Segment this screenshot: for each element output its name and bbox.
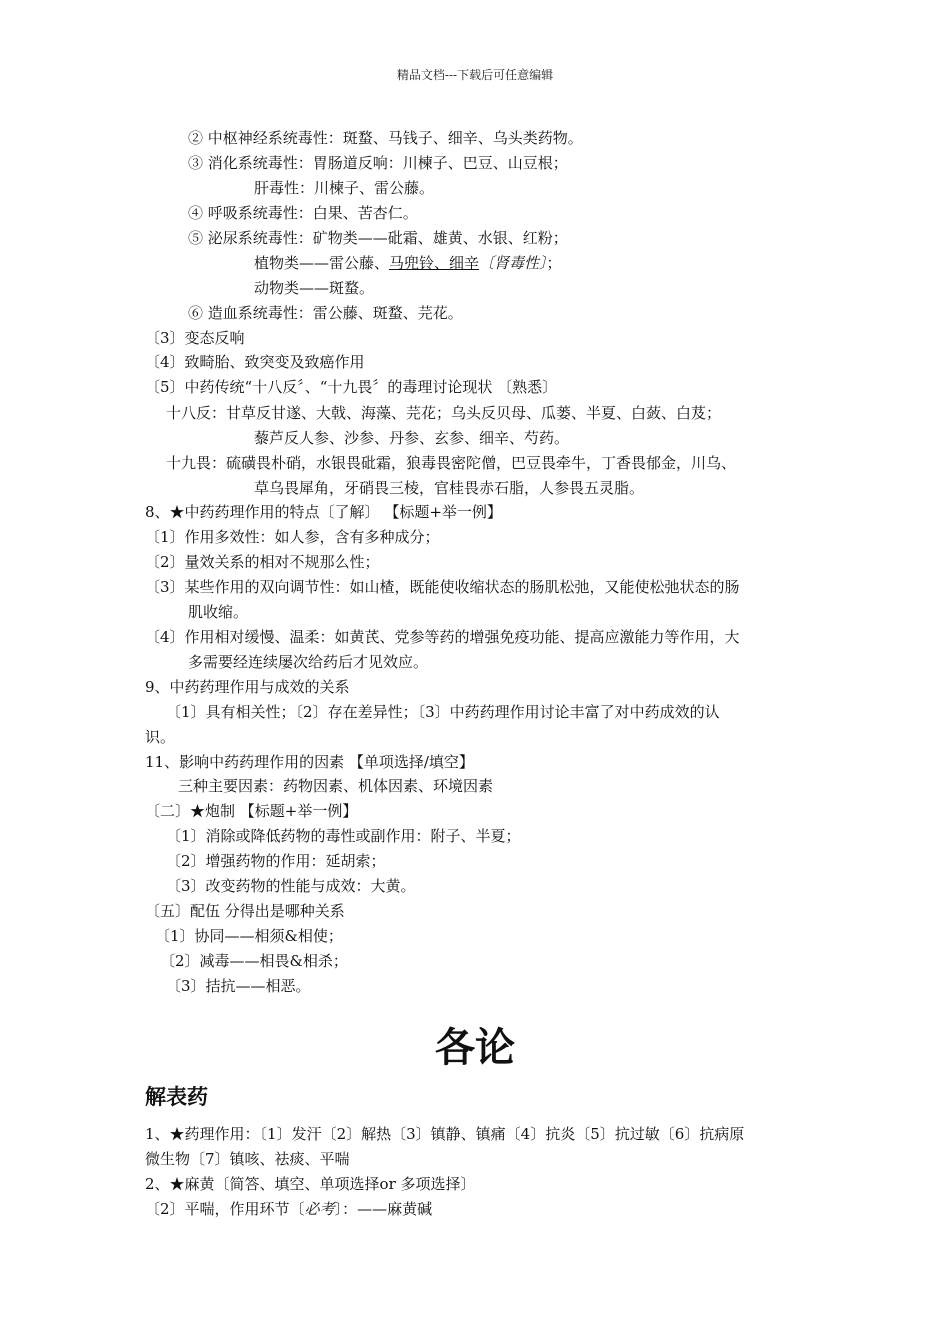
text-line: 草乌畏犀角，牙硝畏三棱，官桂畏赤石脂，人参畏五灵脂。 (254, 479, 645, 497)
text-line: 〔1〕协同——相须&相使； (155, 927, 343, 945)
italic-note: 必考 (304, 1200, 335, 1218)
text-segment: ； (546, 254, 562, 272)
text-line: 〔3〕改变药物的性能与成效：大黄。 (166, 877, 416, 895)
italic-note: 〔肾毒性〕 (479, 254, 547, 272)
text-line: 9、中药药理作用与成效的关系 (145, 678, 350, 696)
text-line: 〔二〕★炮制 【标题+举一例】 (145, 802, 358, 820)
text-segment: 〔2〕平喘，作用环节〔 (145, 1200, 305, 1218)
text-line: 1、★药理作用：〔1〕发汗〔2〕解热〔3〕镇静、镇痛〔4〕抗炎〔5〕抗过敏〔6〕抗病原 (145, 1125, 745, 1143)
text-line: 十九畏：硫磺畏朴硝，水银畏砒霜，狼毒畏密陀僧，巴豆畏牵牛，丁香畏郁金，川乌、 (166, 454, 737, 472)
text-line: 2、★麻黄〔简答、填空、单项选择or 多项选择〕 (145, 1175, 476, 1193)
text-line: 识。 (145, 728, 176, 746)
text-line: 微生物〔7〕镇咳、祛痰、平喘 (145, 1150, 350, 1168)
text-line: ④ 呼吸系统毒性：白果、苦杏仁。 (188, 204, 418, 222)
text-line: 多需要经连续屡次给药后才见效应。 (188, 653, 429, 671)
text-line: 〔五〕配伍 分得出是哪种关系 (145, 902, 345, 920)
text-line: 藜芦反人参、沙参、丹参、玄参、细辛、芍药。 (254, 429, 570, 447)
text-line: 〔1〕具有相关性；〔2〕存在差异性；〔3〕中药药理作用讨论丰富了对中药成效的认 (166, 703, 720, 721)
text-line: 〔2〕减毒——相畏&相杀； (160, 952, 348, 970)
text-line: 〔5〕中药传统“十八反〞、“十九畏〞的毒理讨论现状 〔熟悉〕 (145, 378, 558, 396)
text-line: 〔2〕增强药物的作用：延胡索； (166, 852, 386, 870)
text-line: 〔3〕变态反响 (145, 329, 245, 347)
text-line: 肝毒性：川楝子、雷公藤。 (254, 179, 435, 197)
text-segment: 植物类——雷公藤、 (254, 254, 390, 272)
text-line: 〔4〕作用相对缓慢、温柔：如黄芪、党参等药的增强免疫功能、提高应激能力等作用，大 (145, 628, 740, 646)
text-line: 三种主要因素：药物因素、机体因素、环境因素 (178, 777, 494, 795)
underlined-text: 马兜铃、细辛 (389, 254, 480, 272)
text-line: ② 中枢神经系统毒性：斑蝥、马钱子、细辛、乌头类药物。 (188, 129, 583, 147)
text-line (254, 253, 562, 273)
text-line: 〔4〕致畸胎、致突变及致癌作用 (145, 353, 365, 371)
text-line: 11、影响中药药理作用的因素 【单项选择/填空】 (145, 753, 474, 771)
text-line: 8、★中药药理作用的特点〔了解〕 【标题+举一例】 (145, 503, 502, 521)
text-segment: 〕：——麻黄碱 (334, 1200, 433, 1218)
text-line: 〔1〕作用多效性：如人参，含有多种成分； (145, 528, 440, 546)
page-header: 精品文档---下载后可任意编辑 (396, 68, 554, 82)
text-line: 〔2〕量效关系的相对不规那么性； (145, 553, 380, 571)
text-line: ③ 消化系统毒性：胃肠道反响：川楝子、巴豆、山豆根； (188, 154, 568, 172)
text-line: ⑥ 造血系统毒性：雷公藤、斑蝥、芫花。 (188, 304, 463, 322)
text-line: 〔3〕某些作用的双向调节性：如山楂，既能使收缩状态的肠肌松弛，又能使松弛状态的肠 (145, 578, 740, 596)
text-line: ⑤ 泌尿系统毒性：矿物类——砒霜、雄黄、水银、红粉； (188, 229, 568, 247)
text-line: 肌收缩。 (188, 603, 249, 621)
text-line: 动物类——斑蝥。 (254, 279, 375, 297)
text-line (145, 1199, 432, 1219)
chapter-title: 各论 (435, 1025, 515, 1071)
text-line: 〔1〕消除或降低药物的毒性或副作用：附子、半夏； (166, 827, 521, 845)
section-heading: 解表药 (145, 1085, 208, 1109)
text-line: 十八反：甘草反甘遂、大戟、海藻、芫花；乌头反贝母、瓜蒌、半夏、白蔹、白芨； (166, 404, 722, 422)
text-line: 〔3〕拮抗——相恶。 (166, 977, 311, 995)
